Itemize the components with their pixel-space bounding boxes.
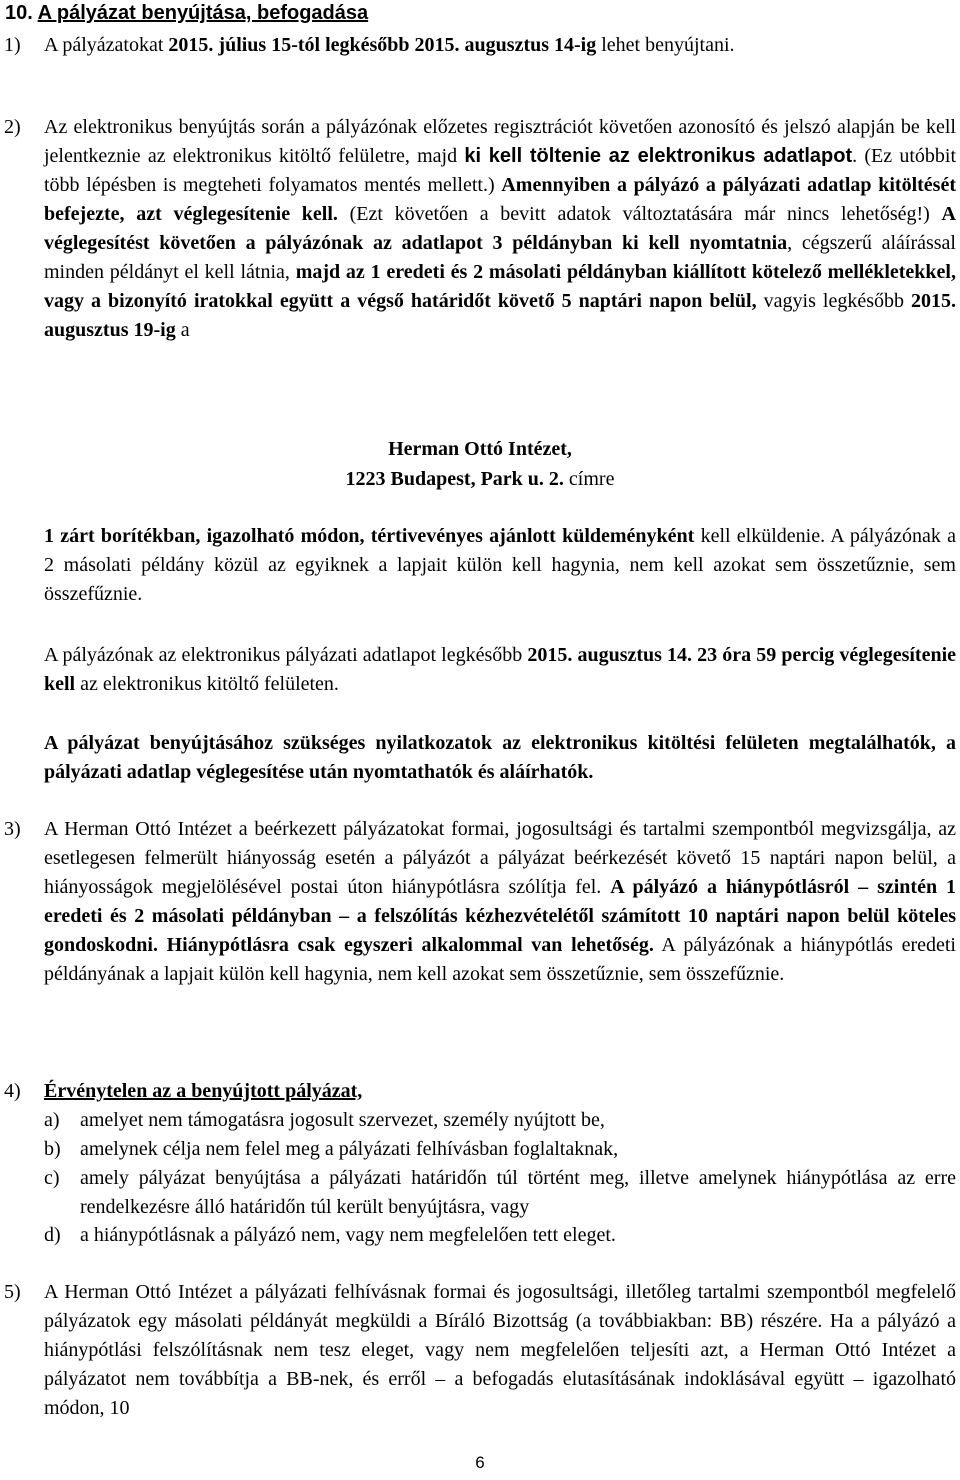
text: A pályázónak az elektronikus pályázati adatlapot legkésőbb: [44, 644, 528, 666]
bold-text: ki kell töltenie az elektronikus adatlapot: [464, 145, 853, 167]
item-number: 3): [4, 818, 21, 840]
item-text: [44, 815, 956, 989]
section-title: A pályázat benyújtása, befogadása: [37, 2, 369, 24]
section-number: 10.: [5, 2, 33, 24]
text: A pályázónak a hiánypótlás eredeti példányának a lapjait külön kell hagynia, nem kell azokat sem összetűznie, sem összefűznie.: [44, 934, 956, 985]
bold-text: A véglegesítést követően a pályázónak az adatlapot 3 példányban ki kell nyomtatnia: [44, 203, 956, 254]
list-item-4: [4, 1077, 956, 1106]
bold-text: 2015. július 15-tól legkésőbb 2015. augusztus 14-ig: [168, 34, 597, 56]
text: . (Ez utóbbit több lépésben is megteheti folyamatos mentés mellett.): [44, 145, 956, 196]
list-item-2: [4, 113, 956, 345]
sub-item-text: amelyet nem támogatásra jogosult szervezet, személy nyújtott be,: [80, 1109, 605, 1131]
text: Az elektronikus benyújtás során a pályázónak előzetes regisztrációt követően azonosító és jelszó alapján be kell jelentkeznie az elektronikus kitöltő felületre, majd: [44, 116, 956, 167]
bold-text: 1 zárt borítékban, igazolható módon, tértivevényes ajánlott küldeményként: [44, 525, 695, 547]
item-number: 1): [4, 34, 21, 56]
item-text: [44, 31, 956, 60]
text: lehet benyújtani.: [596, 34, 735, 56]
sub-item-text: amelynek célja nem felel meg a pályázati felhívásban foglaltaknak,: [80, 1138, 619, 1160]
address-line-2: [0, 465, 960, 494]
bold-text: A pályázó a hiánypótlásról – szintén 1 eredeti és 2 másolati példányban – a felszólítás kézhezvételétől számított 10 naptári napon belül köteles gondoskodni. Hiánypótlásra csak egyszeri alkalommal van lehetőség.: [44, 876, 956, 956]
sub-item-letter: a): [44, 1109, 60, 1131]
bold-text: Amennyiben a pályázó a pályázati adatlap kitöltését befejezte, azt véglegesítenie kell.: [44, 174, 956, 225]
sub-item-d: [44, 1221, 956, 1250]
section-heading: [5, 0, 368, 26]
text: az elektronikus kitöltő felületen.: [75, 673, 339, 695]
address-line-1: [0, 435, 960, 464]
list-item-5: [4, 1278, 956, 1423]
item-number: 2): [4, 116, 21, 138]
invalid-title: Érvénytelen az a benyújtott pályázat,: [44, 1080, 363, 1102]
item-text: [44, 113, 956, 345]
bold-text: 2015. augusztus 19-ig: [44, 290, 956, 341]
sub-item-a: [44, 1106, 956, 1135]
sub-item-text: amely pályázat benyújtása a pályázati határidőn túl történt meg, illetve amelynek hiánypótlása az erre rendelkezésre álló határidőn túl került benyújtásra, vagy: [80, 1167, 956, 1218]
paragraph-deadline: [44, 641, 956, 699]
item-number: 5): [4, 1281, 21, 1303]
text: A Herman Ottó Intézet a beérkezett pályázatokat formai, jogosultsági és tartalmi szempontból megvizsgálja, az esetlegesen felmerült hiányosság esetén a pályázót a pályázat beérkezését követő 15 naptári napon belül, a hiányosságok megjelölésével postai úton hiánypótlásra szólítja fel.: [44, 818, 956, 898]
address-name: Herman Ottó Intézet,: [388, 438, 572, 460]
sub-item-text: a hiánypótlásnak a pályázó nem, vagy nem megfelelően tett eleget.: [80, 1224, 616, 1246]
bold-text: A pályázat benyújtásához szükséges nyilatkozatok az elektronikus kitöltési felületen megtalálhatók, a pályázati adatlap véglegesítése után nyomtathatók és aláírhatók.: [44, 732, 956, 783]
item-text: A Herman Ottó Intézet a pályázati felhívásnak formai és jogosultsági, illetőleg tartalmi szempontból megfelelő pályázatok egy másolati példányát megküldi a Bíráló Bizottság (a továbbiakban: BB) részére. Ha a pályázó a hiánypótlási felszólításnak nem tesz eleget, vagy nem megfelelően teljesíti azt, a Herman Ottó Intézet a pályázatot nem továbbítja a BB-nek, és erről – a befogadás elutasításának indoklásával együtt – igazolható módon, 10: [44, 1281, 956, 1419]
sub-item-letter: b): [44, 1138, 61, 1160]
item-title: [44, 1077, 956, 1106]
text: , cégszerű aláírással minden példányt el kell látnia,: [44, 232, 956, 283]
sub-item-letter: d): [44, 1224, 61, 1246]
sub-item-letter: c): [44, 1167, 60, 1189]
item-number: 4): [4, 1080, 21, 1102]
address-suffix: címre: [563, 468, 615, 490]
paragraph-declarations: [44, 729, 956, 787]
bold-text: 2015. augusztus 14. 23 óra 59 percig véglegesítenie kell: [44, 644, 956, 695]
sub-item-c: [44, 1164, 956, 1222]
sub-item-b: [44, 1135, 956, 1164]
paragraph-delivery: [44, 522, 956, 609]
address-street: 1223 Budapest, Park u. 2.: [345, 468, 564, 490]
list-item-3: [4, 815, 956, 989]
text: kell elküldenie. A pályázónak a 2 másolati példány közül az egyiknek a lapjait külön kell hagynia, nem kell azokat sem összetűznie, sem összefűznie.: [44, 525, 957, 605]
page-number: 6: [475, 1453, 485, 1472]
text: vagyis legkésőbb: [756, 290, 911, 312]
text: (Ezt követően a bevitt adatok változtatására már nincs lehetőség!): [337, 203, 942, 225]
text: a: [175, 319, 190, 341]
list-item-1: [4, 31, 956, 60]
bold-text: majd az 1 eredeti és 2 másolati példányban kiállított kötelező mellékletekkel, vagy a bizonyító iratokkal együtt a végső határidőt követő 5 naptári napon belül,: [44, 261, 956, 312]
text: A pályázatokat: [44, 34, 169, 56]
